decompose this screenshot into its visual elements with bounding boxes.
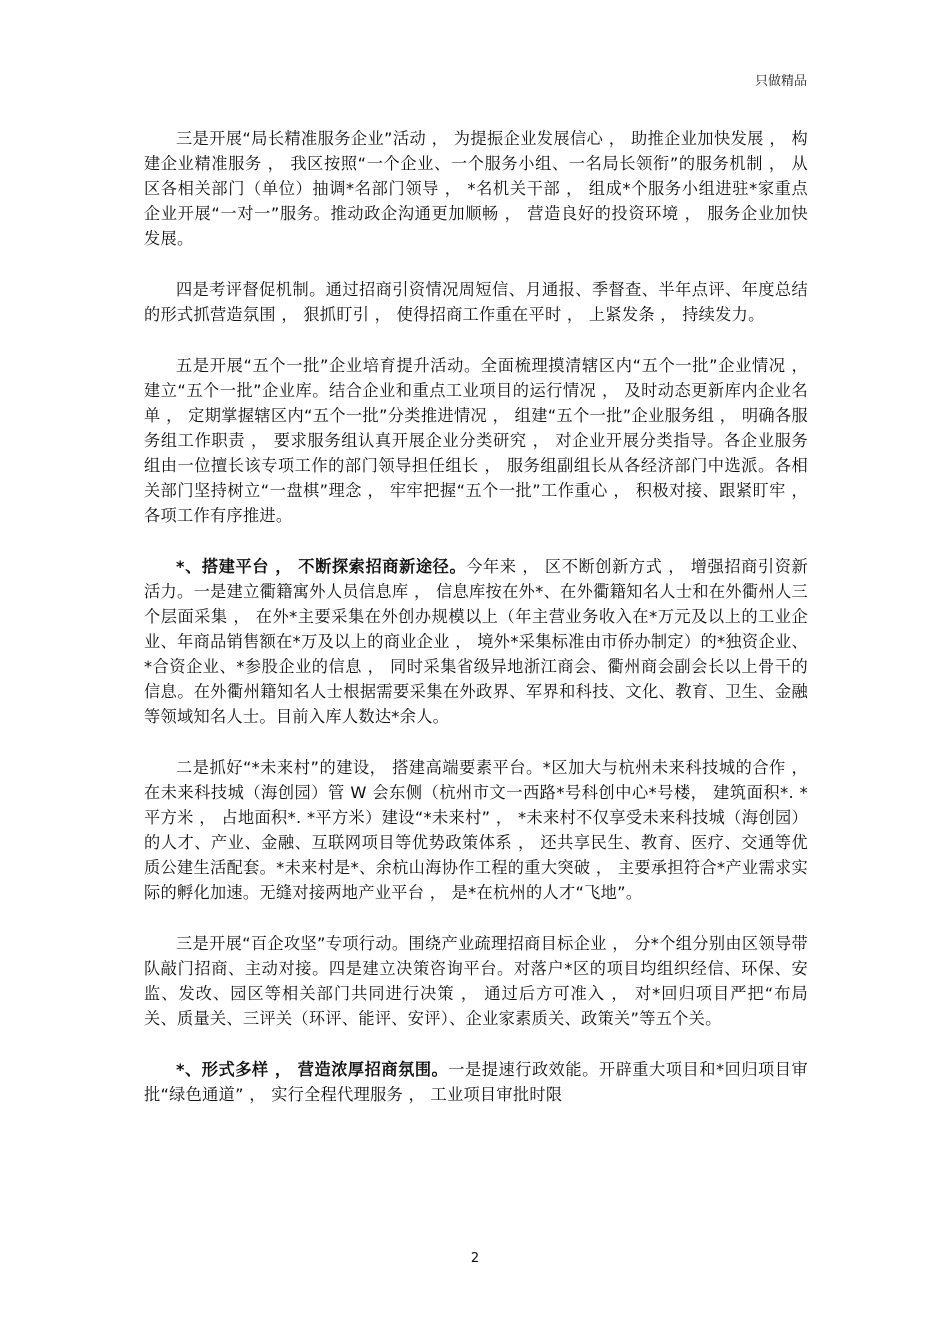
- paragraph-text: 四是考评督促机制。通过招商引资情况周短信、月通报、季督查、半年点评、年度总结的形式抓营造氛围 ， 狠抓盯引 ， 使得招商工作重在平时 ， 上紧发条 ， 持续发力。: [144, 280, 808, 324]
- paragraph-text: 二是抓好“*未来村”的建设， 搭建高端要素平台。*区加大与杭州未来科技城的合作 ， 在未来科技城（海创园）管 W 会东侧（杭州市文一西路*号科创中心*号楼， 建筑面积*. *平方米 ， 占地面积*. *平方米）建设“*未来村” ， *未来村不仅享受未来科技城（海创园）的人才、产业、金融、互联网项目等优势政策体系 ， 还共享民生、教育、医疗、交通等优质公建生活配套。*未来村是*、余杭山海协作工程的重大突破 ， 主要承担符合*产业需求实际的孵化加速。无缝对接两地产业平台 ， 是*在杭州的人才“飞地”。: [144, 758, 808, 902]
- paragraph-future-village: [144, 755, 808, 905]
- paragraph-diverse-forms: [144, 1057, 808, 1107]
- paragraph-lead: *、搭建平台 ， 不断探索招商新途径。: [176, 557, 467, 576]
- paragraph-evaluation-mechanism: [144, 277, 808, 327]
- paragraph-text: 五是开展“五个一批”企业培育提升活动。全面梳理摸清辖区内“五个一批”企业情况 ， 建立“五个一批”企业库。结合企业和重点工业项目的运行情况 ， 及时动态更新库内企业名单 ， 定期掌握辖区内“五个一批”分类推进情况 ， 组建“五个一批”企业服务组 ， 明确各服务组工作职责 ， 要求服务组认真开展企业分类研究 ， 对企业开展分类指导。各企业服务组由一位擅长该专项工作的部门领导担任组长 ， 服务组副组长从各经济部门中选派。各相关部门坚持树立“一盘棋”理念 ， 牢牢把握“五个一批”工作重心 ， 积极对接、跟紧盯牢 ， 各项工作有序推进。: [144, 356, 808, 525]
- paragraph-lead: *、形式多样 ， 营造浓厚招商氛围。: [176, 1060, 449, 1079]
- page-number: 2: [470, 1251, 480, 1266]
- paragraph-text: 今年来 ， 区不断创新方式 ， 增强招商引资新活力。一是建立衢籍寓外人员信息库 ， 信息库按在外*、在外衢籍知名人士和在外衢州人三个层面采集 ， 在外*主要采集在外创办规模以上（年主营业务收入在*万元及以上的工业企业、年商品销售额在*万及以上的商业企业 ， 境外*采集标准由市侨办制定）的*独资企业、*合资企业、*参股企业的信息 ， 同时采集省级异地浙江商会、衢州商会副会长以上骨干的信息。在外衢州籍知名人士根据需要采集在外政界、军界和科技、文化、教育、卫生、金融等领域知名人士。目前入库人数达*余人。: [144, 557, 809, 726]
- paragraph-build-platform: [144, 554, 808, 729]
- paragraph-text: 三是开展“百企攻坚”专项行动。围绕产业疏理招商目标企业 ， 分*个组分别由区领导带队敲门招商、主动对接。四是建立决策咨询平台。对落户*区的项目均组织经信、环保、安监、发改、园区等相关部门共同进行决策 ， 通过后方可准入 ， 对*回归项目严把“布局关、质量关、三评关（环评、能评、安评）、企业家素质关、政策关”等五个关。: [144, 934, 808, 1028]
- header-mark: 只做精品: [754, 74, 807, 89]
- document-body: [144, 126, 808, 1133]
- paragraph-bureau-chief-service: [144, 126, 808, 251]
- paragraph-text: 一是提速行政效能。开辟重大项目和*回归项目审批“绿色通道” ， 实行全程代理服务 ， 工业项目审批时限: [144, 1060, 808, 1104]
- paragraph-text: 三是开展“局长精准服务企业”活动 ， 为提振企业发展信心 ， 助推企业加快发展 ， 构建企业精准服务 ， 我区按照“一个企业、一个服务小组、一名局长领衔”的服务机制 ， 从区各相关部门（单位）抽调*名部门领导 ， *名机关干部 ， 组成*个服务小组进驻*家重点企业开展“一对一”服务。推动政企沟通更加顺畅 ， 营造良好的投资环境 ， 服务企业加快发展。: [144, 129, 808, 248]
- paragraph-five-batches: [144, 353, 808, 528]
- paragraph-hundred-enterprises: [144, 931, 808, 1031]
